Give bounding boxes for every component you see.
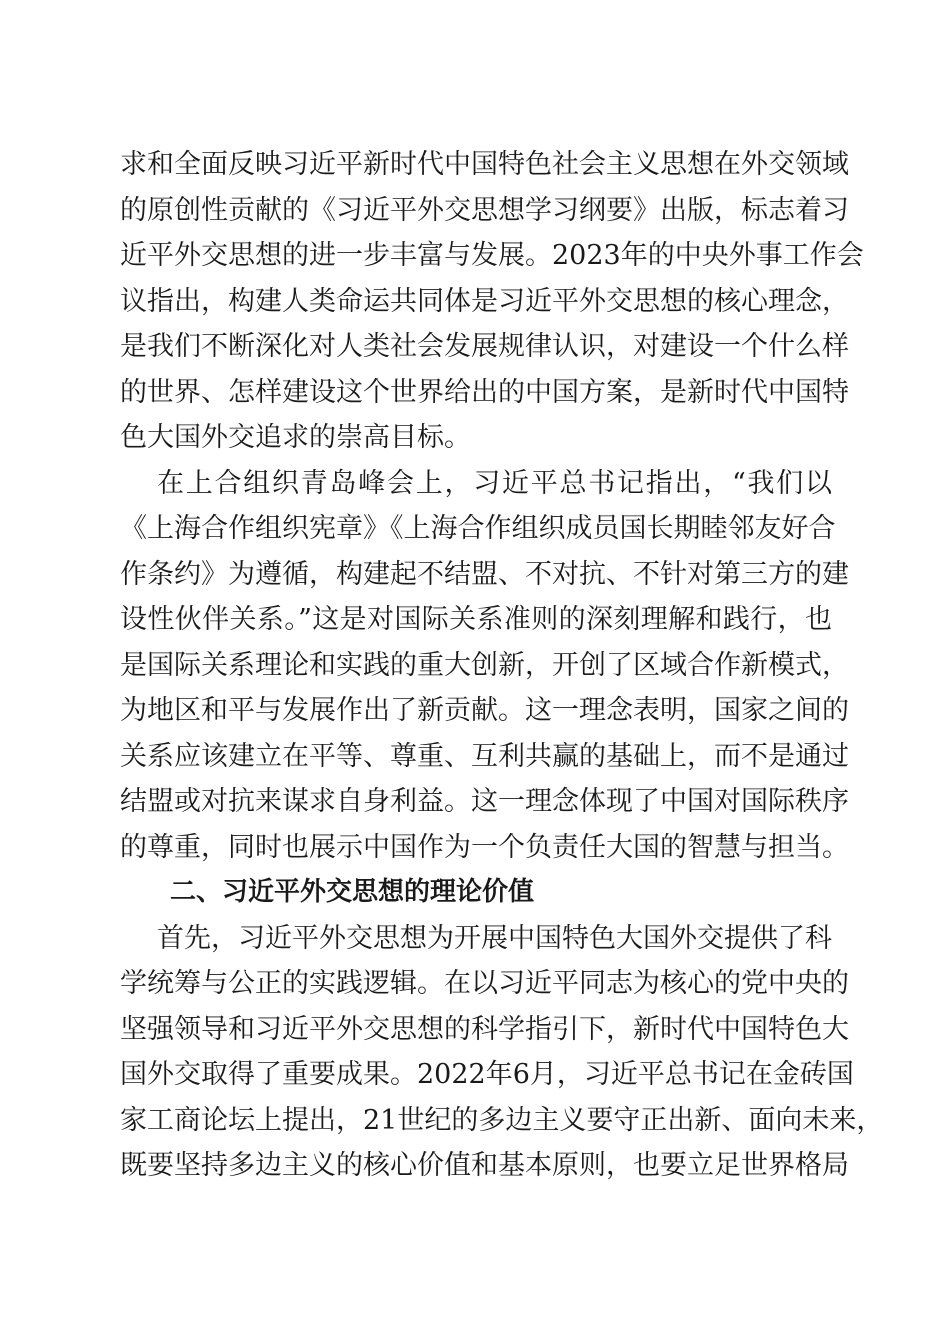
text-line: 结盟或对抗来谋求自身利益。这一理念体现了中国对国际秩序: [120, 786, 849, 817]
paragraph-2: [120, 461, 849, 871]
text-line: 色大国外交追求的崇高目标。: [120, 422, 471, 453]
text-line: 《上海合作组织宪章》《上海合作组织成员国长期睦邻友好合: [120, 513, 836, 544]
text-line: 首先，习近平外交思想为开展中国特色大国外交提供了科: [157, 922, 832, 954]
text-line: 议指出，构建人类命运共同体是习近平外交思想的核心理念，: [120, 285, 849, 317]
text-line: 为地区和平与发展作出了新贡献。这一理念表明，国家之间的: [120, 695, 849, 726]
text-line: 既要坚持多边主义的核心价值和基本原则，也要立足世界格局: [120, 1150, 849, 1181]
text-line: 近平外交思想的进一步丰富与发展。2023年的中央外事工作会: [120, 240, 864, 271]
section-heading: 二、习近平外交思想的理论价值: [170, 877, 535, 907]
text-line: 是我们不断深化对人类社会发展规律认识，对建设一个什么样: [120, 331, 849, 362]
text-line: 的世界、怎样建设这个世界给出的中国方案，是新时代中国特: [120, 376, 849, 408]
text-line: 的原创性贡献的《习近平外交思想学习纲要》出版，标志着习: [120, 194, 849, 226]
text-line: 关系应该建立在平等、尊重、互利共赢的基础上，而不是通过: [120, 740, 849, 772]
document-body: [120, 142, 884, 1189]
text-line: 学统筹与公正的实践逻辑。在以习近平同志为核心的党中央的: [120, 968, 849, 999]
paragraph-1: [120, 142, 864, 461]
text-line: 设性伙伴关系。”这是对国际关系准则的深刻理解和践行，也: [120, 604, 832, 635]
text-line: 在上合组织青岛峰会上，习近平总书记指出，“我们以: [157, 467, 832, 499]
text-line: 是国际关系理论和实践的重大创新，开创了区域合作新模式，: [120, 649, 849, 681]
text-line: 的尊重，同时也展示中国作为一个负责任大国的智慧与担当。: [120, 831, 849, 863]
paragraph-3: [120, 916, 884, 1189]
text-line: 坚强领导和习近平外交思想的科学指引下，新时代中国特色大: [120, 1013, 849, 1045]
text-line: 家工商论坛上提出，21世纪的多边主义要守正出新、面向未来，: [120, 1104, 884, 1136]
text-line: 作条约》为遵循，构建起不结盟、不对抗、不针对第三方的建: [120, 558, 849, 590]
text-line: 国外交取得了重要成果。2022年6月，习近平总书记在金砖国: [120, 1059, 854, 1090]
text-line: 求和全面反映习近平新时代中国特色社会主义思想在外交领域: [120, 149, 849, 180]
